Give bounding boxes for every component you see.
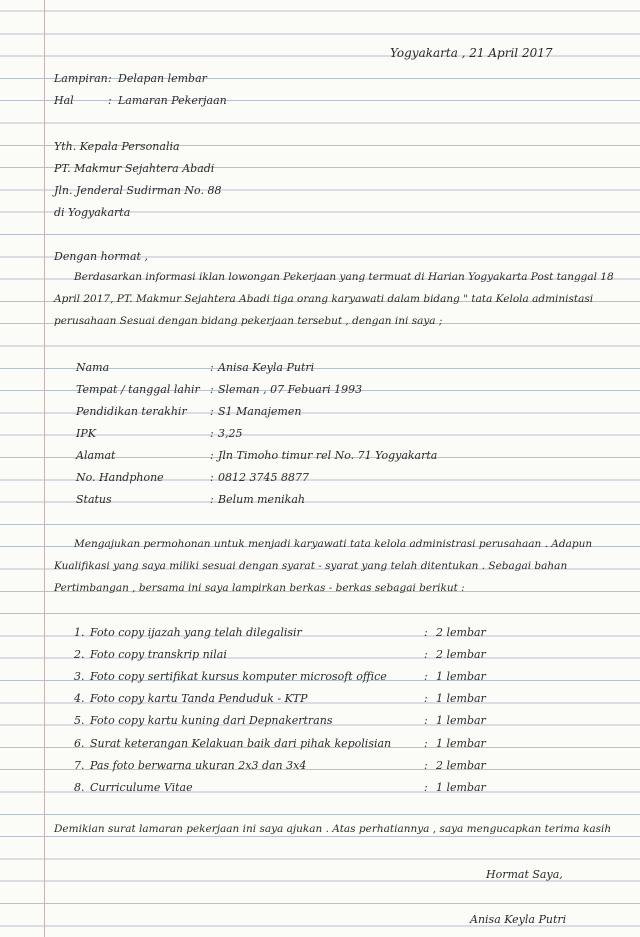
applicant-colon: : (210, 493, 214, 506)
applicant-label-handphone: No. Handphone (76, 471, 164, 484)
attachment-qty: 1 lembar (436, 714, 486, 727)
attachment-item: Foto copy ijazah yang telah dilegalisir (90, 626, 302, 639)
applicant-value-alamat: Jln Timoho timur rel No. 71 Yogyakarta (218, 449, 438, 462)
attachment-item: Foto copy transkrip nilai (90, 648, 227, 661)
applicant-label-ttl: Tempat / tanggal lahir (76, 383, 200, 396)
closing-greeting: Hormat Saya, (486, 868, 563, 881)
applicant-label-nama: Nama (76, 361, 110, 374)
signer-name: Anisa Keyla Putri (470, 913, 567, 926)
attachment-qty: 1 lembar (436, 781, 486, 794)
attachment-colon: : (424, 759, 428, 772)
applicant-label-status: Status (76, 493, 112, 506)
applicant-value-nama: Anisa Keyla Putri (218, 361, 315, 374)
opening-paragraph: Berdasarkan informasi iklan lowongan Pekerjaan yang termuat di Harian Yogyakarta Post tanggal 18 April 2017, PT. Makmur Sejahtera Abadi tiga orang karyawati dalam bidang " tata Kelola administasi perusahaan Sesuai dengan bidang pekerjaan tersebut , dengan ini saya ; (54, 271, 614, 327)
meta-label-lampiran: Lampiran (54, 72, 108, 85)
meta-colon: : (108, 72, 112, 85)
recipient-line: di Yogyakarta (54, 206, 131, 219)
body-paragraph: Mengajukan permohonan untuk menjadi karyawati tata kelola administrasi perusahaan . Adapun Kualifikasi yang saya miliki sesuai dengan syarat - syarat yang telah ditentukan . Sebagai bahan Pertimbangan , bersama ini saya lampirkan berkas - berkas sebagai berikut : (54, 538, 593, 594)
attachment-colon: : (424, 714, 428, 727)
letter-date: Yogyakarta , 21 April 2017 (390, 46, 553, 60)
applicant-colon: : (210, 427, 214, 440)
attachment-number: 1. (74, 626, 85, 639)
closing-paragraph: Demikian surat lamaran pekerjaan ini saya ajukan . Atas perhatiannya , saya mengucapkan terima kasih (54, 823, 612, 835)
attachment-item: Pas foto berwarna ukuran 2x3 dan 3x4 (90, 759, 307, 772)
attachment-qty: 2 lembar (436, 648, 486, 661)
margin-line (44, 0, 45, 937)
attachment-qty: 2 lembar (436, 759, 486, 772)
attachment-colon: : (424, 670, 428, 683)
recipient-line: PT. Makmur Sejahtera Abadi (54, 162, 215, 175)
attachment-colon: : (424, 648, 428, 661)
attachment-item: Foto copy kartu Tanda Penduduk - KTP (90, 692, 308, 705)
attachment-item: Surat keterangan Kelakuan baik dari pihak kepolisian (90, 737, 392, 750)
attachment-number: 6. (74, 737, 85, 750)
applicant-label-alamat: Alamat (76, 449, 116, 462)
applicant-colon: : (210, 449, 214, 462)
attachment-item: Curriculume Vitae (90, 781, 193, 794)
applicant-colon: : (210, 383, 214, 396)
attachment-qty: 1 lembar (436, 737, 486, 750)
meta-value-hal: Lamaran Pekerjaan (118, 94, 227, 107)
attachment-number: 4. (74, 692, 85, 705)
attachment-colon: : (424, 737, 428, 750)
attachment-number: 7. (74, 759, 85, 772)
salutation: Dengan hormat , (54, 250, 148, 263)
applicant-label-pendidikan: Pendidikan terakhir (76, 405, 187, 418)
applicant-value-ttl: Sleman , 07 Febuari 1993 (218, 383, 363, 396)
recipient-line: Yth. Kepala Personalia (54, 140, 180, 153)
recipient-line: Jln. Jenderal Sudirman No. 88 (54, 184, 222, 197)
applicant-colon: : (210, 361, 214, 374)
applicant-value-status: Belum menikah (218, 493, 305, 506)
meta-label-hal: Hal (54, 94, 74, 107)
applicant-colon: : (210, 405, 214, 418)
attachment-colon: : (424, 781, 428, 794)
attachment-item: Foto copy sertifikat kursus komputer microsoft office (90, 670, 387, 683)
attachment-qty: 2 lembar (436, 626, 486, 639)
applicant-value-pendidikan: S1 Manajemen (218, 405, 302, 418)
applicant-label-ipk: IPK (76, 427, 96, 440)
applicant-value-ipk: 3,25 (218, 427, 243, 440)
attachment-number: 8. (74, 781, 85, 794)
attachment-number: 2. (74, 648, 85, 661)
meta-value-lampiran: Delapan lembar (118, 72, 207, 85)
applicant-colon: : (210, 471, 214, 484)
attachment-number: 3. (74, 670, 85, 683)
attachment-qty: 1 lembar (436, 670, 486, 683)
attachment-colon: : (424, 692, 428, 705)
applicant-value-handphone: 0812 3745 8877 (218, 471, 309, 484)
attachment-number: 5. (74, 714, 85, 727)
attachment-qty: 1 lembar (436, 692, 486, 705)
meta-colon: : (108, 94, 112, 107)
attachment-colon: : (424, 626, 428, 639)
attachment-item: Foto copy kartu kuning dari Depnakertrans (90, 714, 333, 727)
